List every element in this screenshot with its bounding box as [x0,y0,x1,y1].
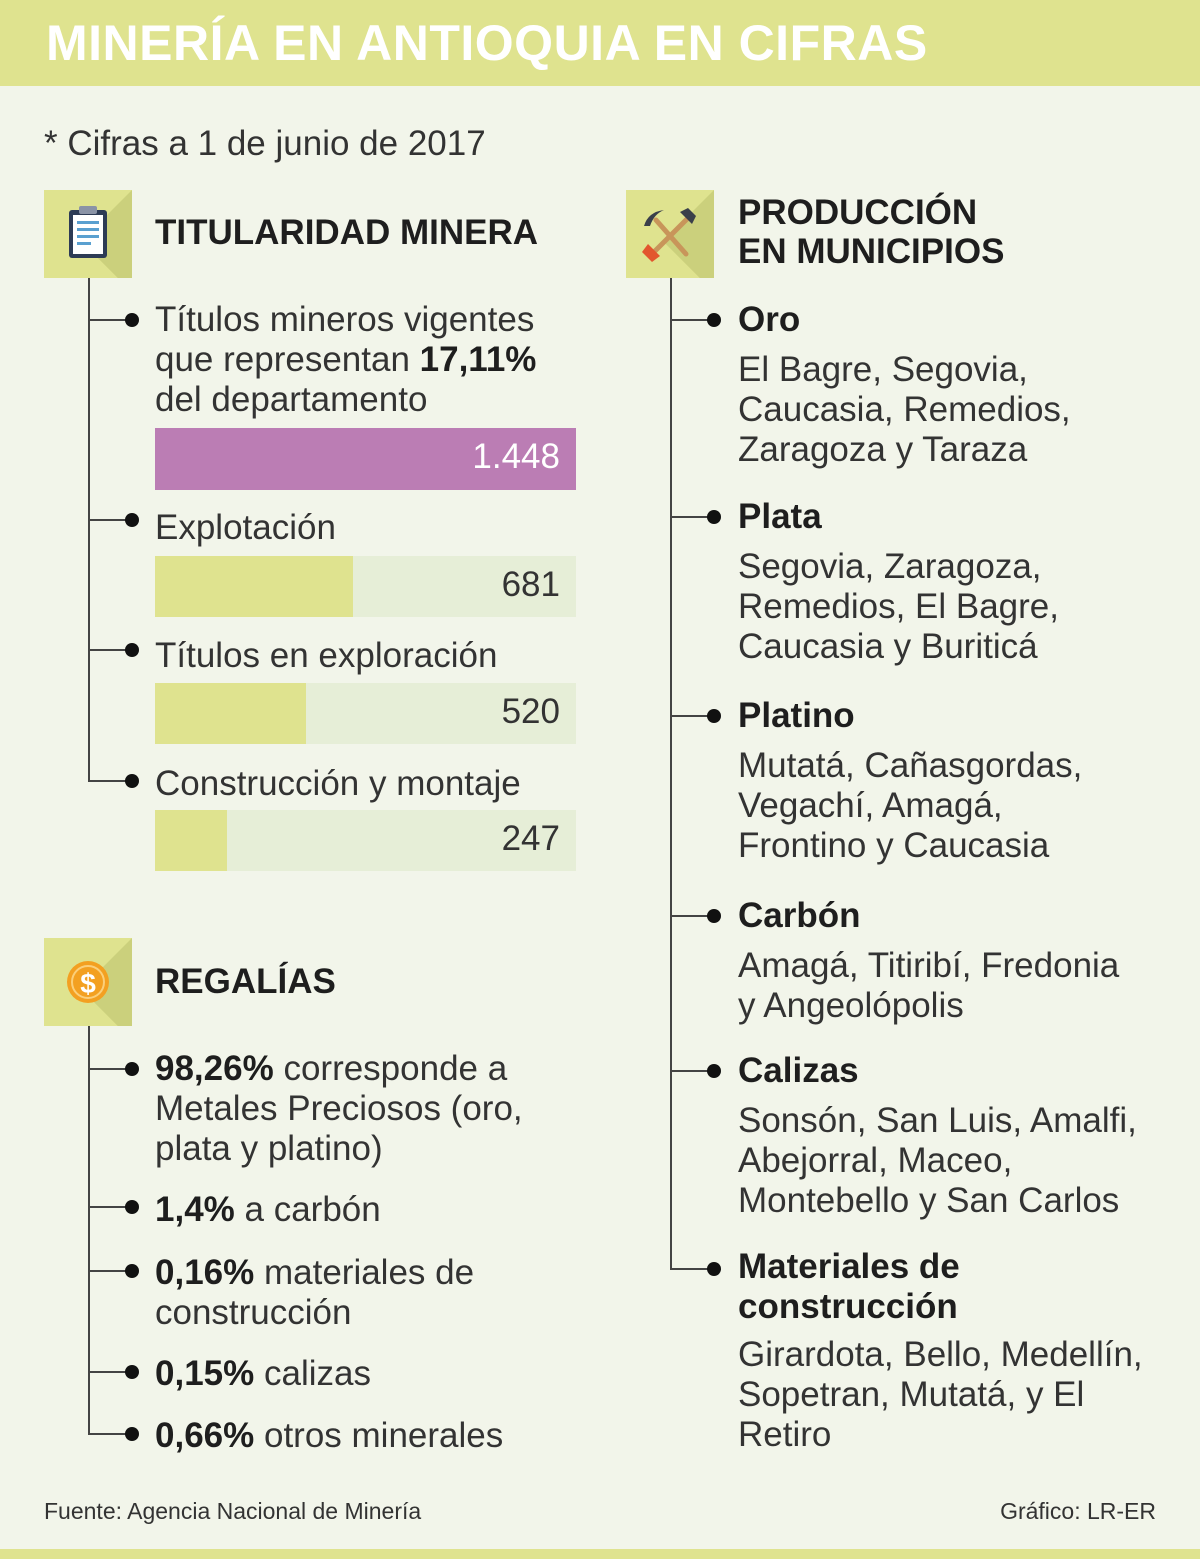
mineral-places: Sonsón, San Luis, Amalfi, Abejorral, Maceo, Montebello y San Carlos [738,1101,1137,1220]
titularidad-title: TITULARIDAD MINERA [155,213,539,252]
tools-icon-box [626,190,714,278]
svg-text:$: $ [80,968,96,999]
bullet-dot [707,313,721,327]
bullet-dot [125,1365,139,1379]
regalia-item: 0,66% otros minerales [155,1416,504,1455]
mineral-name: Materiales de construcción [738,1247,960,1326]
bar-label: Títulos en exploración [155,636,498,675]
header-band [0,0,1200,86]
page-title: MINERÍA EN ANTIOQUIA EN CIFRAS [46,15,928,71]
bullet-dot [707,510,721,524]
bar-explotacion [155,556,576,617]
mineral-name: Platino [738,696,855,735]
bullet-dot [125,774,139,788]
titulos-vigentes-text: Títulos mineros vigentes que representan 17,11% del departamento [155,300,537,419]
coin-icon-box [44,938,132,1026]
bar-label: Construcción y montaje [155,764,521,803]
bullet-dot [125,1427,139,1441]
regalias-tree-line [88,1026,90,1435]
mineral-name: Carbón [738,896,861,935]
mineral-name: Oro [738,300,801,339]
regalia-item: 98,26% corresponde a Metales Preciosos (oro, plata y platino) [155,1049,523,1168]
pickaxe-shovel-icon [626,190,714,278]
bullet-dot [707,909,721,923]
bar-construccion [155,810,576,871]
date-note: * Cifras a 1 de junio de 2017 [44,124,486,163]
bar-value: 681 [501,565,560,604]
dollar-coin-icon [44,938,132,1026]
mineral-name: Calizas [738,1051,859,1090]
bottom-band [0,1549,1200,1559]
bar-fill [155,556,353,617]
bar-label: Explotación [155,508,336,547]
clipboard-icon-box [44,190,132,278]
bar-fill [155,810,227,871]
bullet-dot [125,1200,139,1214]
bullet-dot [125,1264,139,1278]
produccion-tree-line [670,278,672,1270]
titularidad-tree-line [88,278,90,782]
regalia-item: 1,4% a carbón [155,1190,381,1229]
credit-note: Gráfico: LR-ER [1000,1498,1156,1524]
bullet-dot [707,1064,721,1078]
regalia-item: 0,15% calizas [155,1354,371,1393]
mineral-places: Mutatá, Cañasgordas, Vegachí, Amagá, Frontino y Caucasia [738,746,1083,865]
source-note: Fuente: Agencia Nacional de Minería [44,1498,422,1524]
bullet-dot [125,313,139,327]
regalia-item: 0,16% materiales de construcción [155,1253,475,1332]
produccion-title-line1: PRODUCCIÓN [738,193,978,232]
bullet-dot [125,513,139,527]
bullet-dot [125,643,139,657]
mineral-places: Segovia, Zaragoza, Remedios, El Bagre, Caucasia y Buriticá [738,547,1059,666]
mineral-places: El Bagre, Segovia, Caucasia, Remedios, Zaragoza y Taraza [738,350,1071,469]
bar-value: 520 [501,692,560,731]
bar-exploracion [155,683,576,744]
bar-vigentes [155,428,576,490]
bar-value: 247 [501,819,560,858]
produccion-title-line2: EN MUNICIPIOS [738,232,1005,271]
mineral-name: Plata [738,497,822,536]
bar-fill [155,683,306,744]
regalias-title: REGALÍAS [155,962,336,1001]
bullet-dot [125,1062,139,1076]
bullet-dot [707,1262,721,1276]
bar-value: 1.448 [472,437,560,476]
mineral-places: Girardota, Bello, Medellín, Sopetran, Mutatá, y El Retiro [738,1335,1143,1454]
mineral-places: Amagá, Titiribí, Fredonia y Angeolópolis [738,946,1120,1025]
clipboard-icon [44,190,132,278]
bullet-dot [707,709,721,723]
